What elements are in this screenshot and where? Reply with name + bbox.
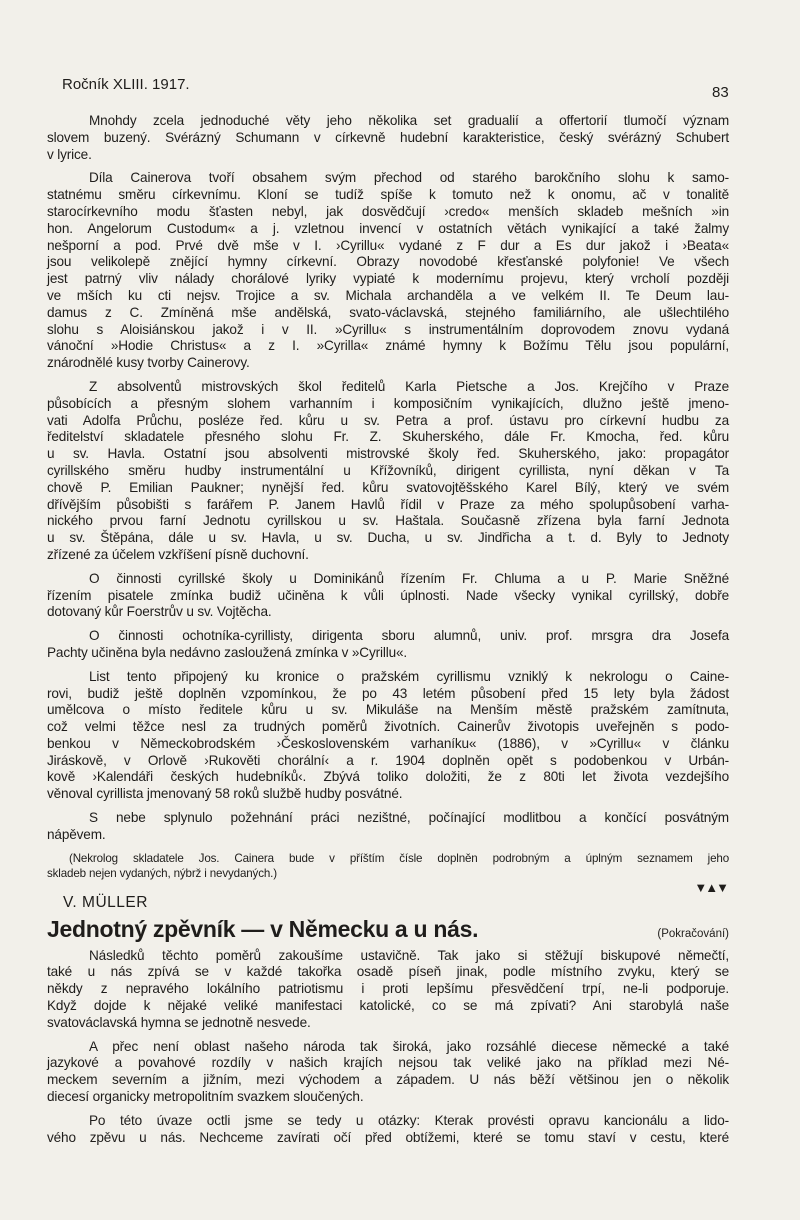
text-line: meckem severním a jižním, mezi východem a západem. U nás běží většinou jen o několik [47,1072,729,1088]
text-line: O činnosti cyrillské školy u Dominikánů řízením Fr. Chluma a u P. Marie Sněžné [89,570,729,586]
paragraph [47,628,729,662]
text-line: dřívějším působišti s farářem P. Janem Havlů řídil v Praze za mého spolupůsobení varha- [47,496,729,512]
paragraph [47,948,729,1032]
note-line: skladeb nejen vydaných, nýbrž i nevydaných.) [47,867,277,881]
text-line: benkou v Německobrodském ›Československém varhaníku« (1886), v »Cyrillu« v článku [47,735,729,751]
paragraph [47,571,729,621]
text-line: statnému směru církevnímu. Kloní se tudíž spíše k tomuto než k onomu, ač v tonalitě [47,187,729,203]
text-line: Mnohdy zcela jednoduché věty jeho několika set gradualií a offertorií tlumočí význam [89,113,729,128]
text-line: slovem buzený. Svérázný Schumann v církevně hudební karakteristice, český svérázný Schubert [47,129,729,145]
text-line: O činnosti ochotníka-cyrillisty, dirigenta sboru alumnů, univ. prof. mrsgra dra Josefa [89,628,729,644]
text-line: u sv. Havla. Ostatní jsou absolventi mistrovské školy řed. Skuherského, jako: propagátor [47,446,729,462]
text-line: Jiráskově, v Orlově ›Rukověti chorální‹ a r. 1904 doplněn opět s podobenkou v Urbán- [47,752,729,768]
text-line: v lyrice. [47,146,92,162]
text-line: ve mších ku cti nejsv. Trojice a sv. Michala archanděla a ve velkém II. Te Deum lau- [47,287,729,303]
paragraph [47,810,729,844]
text-line: také u nás zpívá se v každé takořka osadě píseň jinak, podle místního zvyku, který se [47,964,729,980]
text-line: S nebe splynulo požehnání práci nezištné, počínající modlitbou a končící posvátným [89,810,729,826]
text-line: působících a přesným slohem varhanním i komposičním vynikajících, dlužno ještě jmeno- [47,395,729,411]
editorial-note [47,851,729,882]
text-line: vati Adolfa Průchu, posléze řed. kůru u sv. Petra a prof. ústavu pro církevní hudbu za [47,412,729,428]
note-line: (Nekrolog skladatele Jos. Cainera bude v příštím čísle doplněn podrobným a úplným seznamem jeho [69,851,729,865]
text-line: damus z C. Zmíněná mše andělská, svato-václavská, stejného familiárního, ale ušlechtilého [47,304,729,320]
text-line: někdy z nepravého lokálního patriotismu i proti lepšímu přesvědčení trpí, ne-li podporuje. [47,981,729,997]
running-head: Ročník XLIII. 1917. [62,76,190,93]
paragraph [47,1113,729,1147]
page-number: 83 [712,84,729,101]
paragraph [47,170,729,372]
page-body [47,113,729,1153]
text-line: slohu s Aloisiánskou jakož i v II. »Cyrillu« s instrumentálním doprovodem znovu vydaná [47,321,729,337]
article-heading [47,912,729,948]
text-line: starocírkevního modu šťasten nebyl, jak dosvědčují ›credo« menších skladeb mešních »in [47,203,729,219]
article-author: V. MÜLLER [63,893,148,911]
article-body [47,948,729,1147]
text-line: Z absolventů mistrovských škol ředitelů Karla Pietsche a Jos. Krejčího v Praze [89,378,729,394]
text-line: dotovaný kůr Foerstrův u sv. Vojtěcha. [47,604,272,620]
article-byline [47,879,729,912]
text-line: což velmi těžce nesl za trudných poměrů životních. Cainerův životopis uveřejněn s podo- [47,719,729,735]
paragraph [47,669,729,803]
text-line: věnoval cyrillista jmenovaný 58 roků službě hudby posvátné. [47,786,403,802]
text-line: Pachty učiněna byla nedávno zasloužená zmínka v »Cyrillu«. [47,644,408,660]
text-line: rovi, budiž ještě doplněn vzpomínkou, že po 43 letém působení před 15 lety byla žádost [47,685,729,701]
text-line: Díla Cainerova tvoří obsahem svým přechod od starého barokčního slohu k samo- [89,170,729,186]
text-line: umělcova o místo ředitele kůru u sv. Mikuláše na Menším městě pražském zamítnuta, [47,702,729,718]
paragraph [47,379,729,564]
paragraph [47,113,729,163]
text-line: nešporní a pod. Prvé dvě mše v I. ›Cyrillu« vydané z F dur a Es dur jakož i ›Beata« [47,237,729,253]
text-line: ředitelství skladatele přesného slohu Fr. Z. Skuherského, dále Fr. Kmocha, řed. kůru [47,429,729,445]
ornament-divider-icon: ▼▲▼ [694,879,727,895]
text-line: hon. Angelorum Custodum« a j. vzletnou invencí v ostatních větách vynikající a také žalmy [47,220,729,236]
text-line: diecesí organicky metropolitním svazkem sloučených. [47,1089,364,1105]
text-line: kově ›Kalendáři českých hudebníků‹. Zbývá toliko doložiti, že z 80ti let života vezdejšího [47,769,729,785]
text-line: vého zpěvu u nás. Nechceme zavírati očí před obtížemi, které se tomu staví v cestu, které [47,1129,729,1145]
text-line: nápěvem. [47,826,106,842]
text-line: jazykové a povahové rozdíly v našich krajích nejsou tak veliké jako na příklad mezi Né- [47,1055,729,1071]
text-line: řízením pisatele zmínka budiž učiněna k vůli úplnosti. Nade všecky vynikal cyrillský, dobře [47,587,729,603]
text-line: A přec není oblast našeho národa tak široká, jako rozsáhlé diecese německé a také [89,1038,729,1054]
text-line: nického prvou farní Jednotu cyrillskou u sv. Haštala. Současně zřízena byla farní Jednota [47,513,729,529]
text-line: jest patrný vliv nálady chorálové lyriky vypiaté k modernímu projevu, který vrcholí později [47,271,729,287]
text-line: Následků těchto poměrů zakoušíme ustavičně. Tak jako si stěžují biskupové němečtí, [89,947,729,963]
text-line: cyrillského směru hudby instrumentální u Křížovníků, dirigent cyrillista, nyní děkan v Ta [47,462,729,478]
text-line: chově P. Emilian Paukner; nynější řed. kůru svatovojtěšského Karel Bílý, který ve svém [47,479,729,495]
text-line: Když dojde k nějaké veliké manifestaci katolické, co se má zpívati? Ani starobylá naše [47,998,729,1014]
text-line: List tento připojený ku kronice o pražském cyrillismu vzniklý k nekrologu o Caine- [89,668,729,684]
continuation-label: (Pokračování) [657,927,729,940]
text-line: jsou velikolepě znějící hymny církevní. Obrazy novodobé křesťanské polyfonie! Ve všech [47,254,729,270]
text-line: Po této úvaze octli jsme se tedy u otázky: Kterak provésti opravu kancionálu a lido- [89,1112,729,1128]
text-line: zřízené za účelem vzkříšení písně duchovní. [47,546,309,562]
text-line: znárodnělé kusy tvorby Cainerovy. [47,355,250,371]
section-obituary-continuation [47,113,729,844]
paragraph [47,1039,729,1106]
text-line: u sv. Štěpána, dále u sv. Havla, u sv. Ducha, u sv. Jindřicha a t. d. Byly to Jednoty [47,530,729,546]
text-line: svatováclavská hymna se jednotně nesvede. [47,1014,311,1030]
text-line: vánoční »Hodie Christus« a z I. »Cyrilla« známé hymny k Božímu Tělu jsou populární, [47,338,729,354]
article-title: Jednotný zpěvník — v Německu a u nás. [47,915,479,942]
